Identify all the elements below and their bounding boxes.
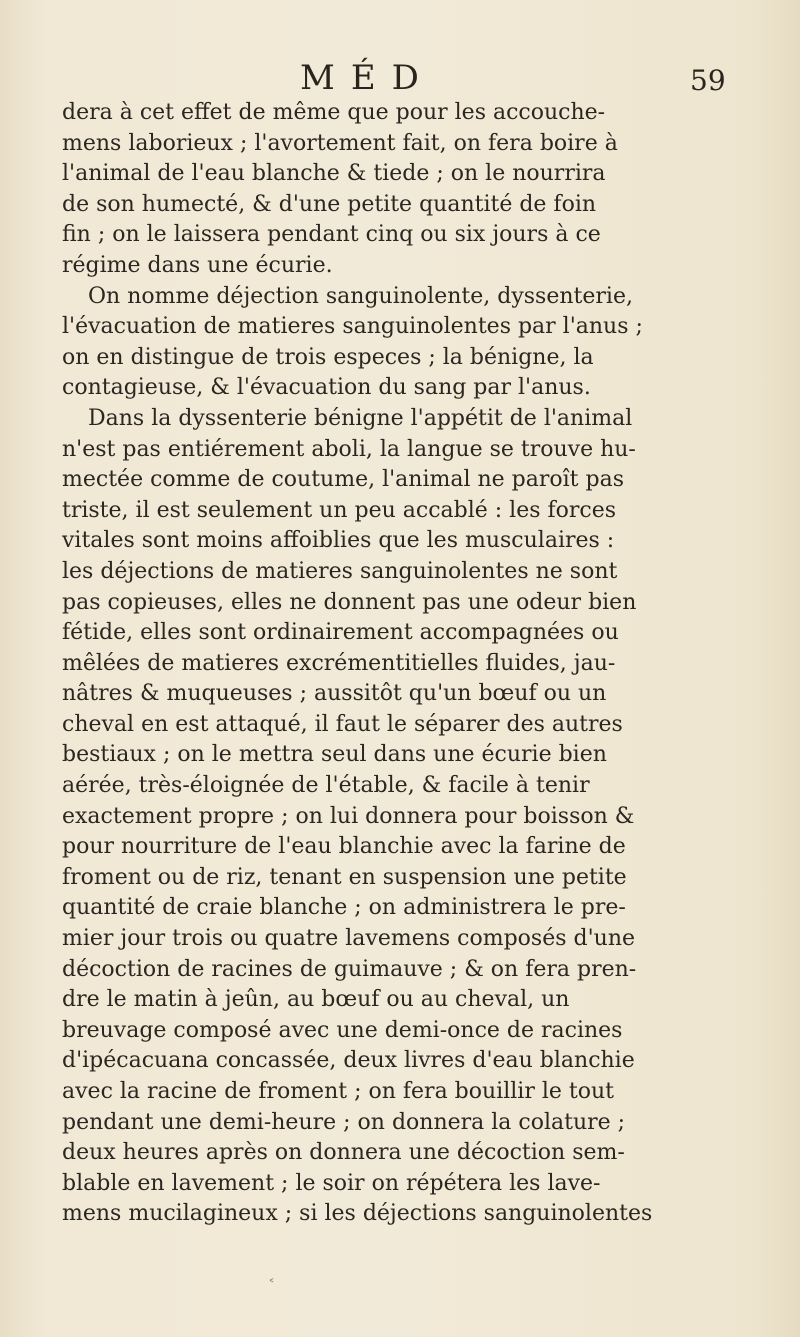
paragraph-start-line: Dans la dyssenterie bénigne l'appétit de l'animal (88, 405, 633, 431)
text-line: décoction de racines de guimauve ; & on fera pren- (62, 956, 637, 982)
stray-mark: ˂ (268, 1278, 275, 1294)
text-line: blable en lavement ; le soir on répétera les lave- (62, 1170, 601, 1196)
text-line: quantité de craie blanche ; on administrera le pre- (62, 895, 626, 921)
text-line: fin ; on le laissera pendant cinq ou six jours à ce (62, 222, 601, 248)
text-line: mens mucilagineux ; si les déjections sanguinolentes (62, 1201, 653, 1227)
text-line: on en distingue de trois especes ; la bénigne, la (62, 344, 594, 370)
text-line: bestiaux ; on le mettra seul dans une écurie bien (62, 742, 607, 768)
text-line: nâtres & muqueuses ; aussitôt qu'un bœuf ou un (62, 681, 607, 707)
text-line: régime dans une écurie. (62, 252, 333, 278)
text-line: mêlées de matieres excrémentitielles fluides, jau- (62, 650, 616, 676)
text-line: vitales sont moins affoiblies que les musculaires : (62, 528, 615, 554)
text-line: fétide, elles sont ordinairement accompagnées ou (62, 620, 619, 646)
text-line: mens laborieux ; l'avortement fait, on fera boire à (62, 130, 618, 156)
text-line: dre le matin à jeûn, au bœuf ou au cheval, un (62, 987, 570, 1013)
text-line: de son humecté, & d'une petite quantité de foin (62, 191, 597, 217)
text-line: mectée comme de coutume, l'animal ne paroît pas (62, 467, 624, 493)
text-line: exactement propre ; on lui donnera pour boisson & (62, 803, 635, 829)
paragraph-start-line: On nomme déjection sanguinolente, dyssenterie, (88, 283, 633, 309)
running-head-title: MÉD (300, 58, 435, 98)
text-line: les déjections de matieres sanguinolentes ne sont (62, 558, 618, 584)
page-number: 59 (690, 64, 726, 97)
text-line: n'est pas entiérement aboli, la langue se trouve hu- (62, 436, 636, 462)
body-text (62, 98, 742, 1230)
text-line: l'animal de l'eau blanche & tiede ; on le nourrira (62, 161, 606, 187)
text-line: aérée, très-éloignée de l'étable, & facile à tenir (62, 773, 590, 799)
text-line: pendant une demi-heure ; on donnera la colature ; (62, 1109, 626, 1135)
text-line: pas copieuses, elles ne donnent pas une odeur bien (62, 589, 637, 615)
text-line: l'évacuation de matieres sanguinolentes par l'anus ; (62, 314, 643, 340)
text-line: cheval en est attaqué, il faut le séparer des autres (62, 711, 623, 737)
running-head (0, 58, 800, 98)
text-line: d'ipécacuana concassée, deux livres d'eau blanchie (62, 1048, 635, 1074)
text-line: dera à cet effet de même que pour les accouche- (62, 100, 606, 125)
text-line: avec la racine de froment ; on fera bouillir le tout (62, 1079, 614, 1104)
text-line: froment ou de riz, tenant en suspension une petite (62, 864, 627, 890)
text-line: mier jour trois ou quatre lavemens composés d'une (62, 926, 636, 952)
text-line: pour nourriture de l'eau blanchie avec la farine de (62, 834, 626, 860)
text-line: contagieuse, & l'évacuation du sang par l'anus. (62, 375, 591, 401)
text-line: triste, il est seulement un peu accablé : les forces (62, 497, 617, 523)
text-line: breuvage composé avec une demi-once de racines (62, 1017, 623, 1043)
text-line: deux heures après on donnera une décoction sem- (62, 1140, 625, 1166)
